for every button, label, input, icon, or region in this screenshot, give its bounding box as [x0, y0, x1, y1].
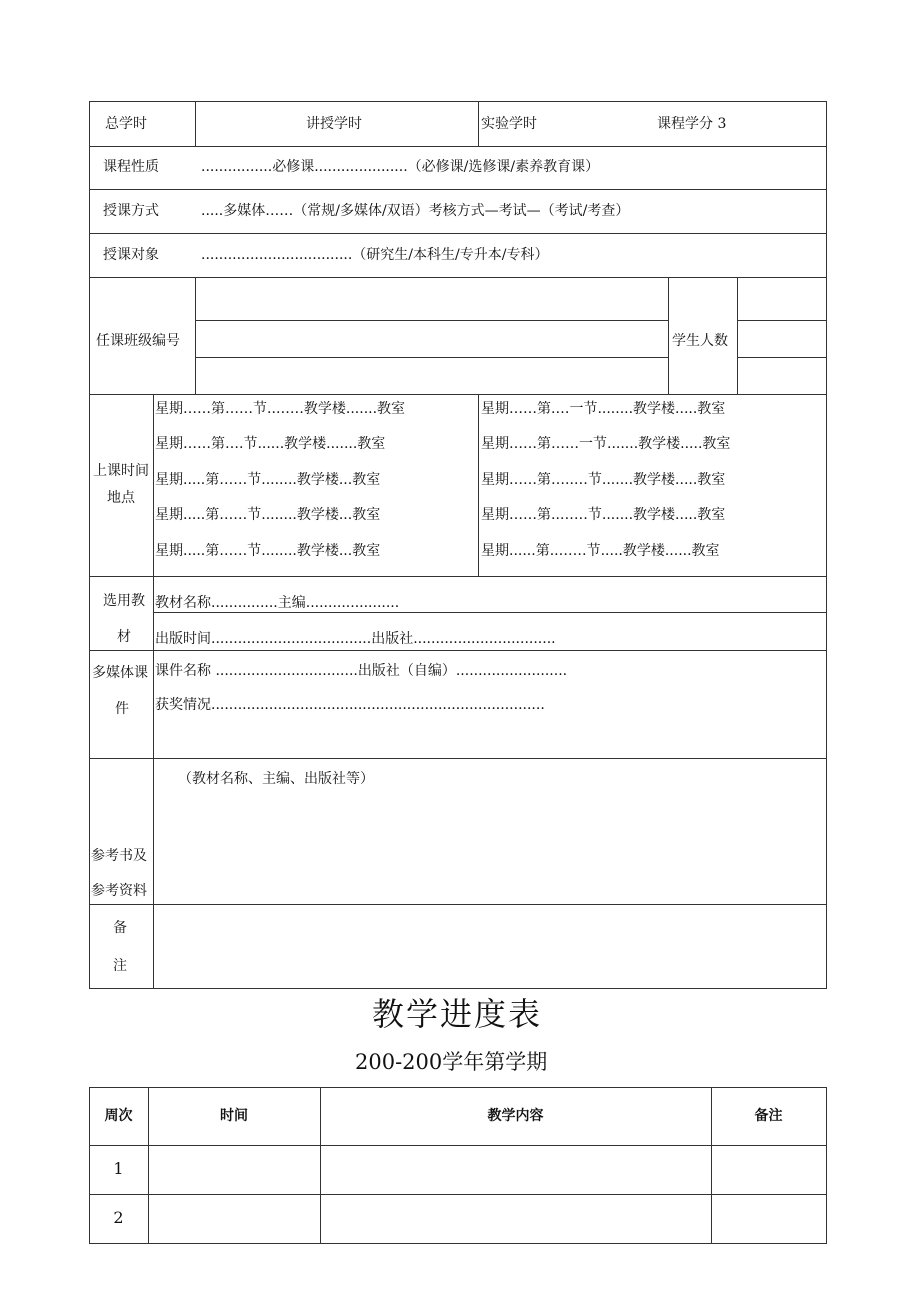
progress-title: 教学进度表 [372, 995, 543, 1033]
schedule-label-line1: 上课时间 [93, 463, 149, 480]
progress-subtitle: 200-200学年第学期 [355, 1050, 548, 1074]
schedule-left-1: 星期……第……节..……教学楼.......教室 [155, 401, 406, 417]
reference-label-line2: 参考资料 [91, 883, 147, 899]
header-remarks: 备注 [754, 1107, 783, 1124]
schedule-left-3: 星期.....第……节........教学楼...教室 [155, 472, 381, 488]
course-nature-label: 课程性质 [103, 159, 159, 175]
class-id-label: 任课班级编号 [96, 333, 180, 349]
schedule-label [89, 394, 153, 576]
table-row-week: 1 [113, 1159, 124, 1179]
schedule-right-1: 星期……第.…一节........教学楼.....教室 [481, 401, 726, 417]
remarks-label-line1: 备 [113, 920, 127, 936]
schedule-right-3: 星期……第…..…节.......教学楼.....教室 [481, 472, 726, 488]
textbook-label-line1: 选用教 [103, 593, 145, 609]
header-week: 周次 [104, 1107, 133, 1124]
schedule-left-2: 星期……第….节......教学楼.......教室 [155, 436, 386, 452]
schedule-label-line2: 地点 [107, 490, 135, 506]
table-row-week: 2 [113, 1208, 124, 1228]
courseware-line: 课件名称 ................................出版社（自编）......................... [155, 663, 568, 679]
textbook-label-line2: 材 [117, 629, 131, 645]
credits-label: 课程学分 3 [657, 116, 727, 132]
course-nature-value: ................必修课.....................（必修课/选修课/素养教育课） [201, 159, 600, 175]
awards-line: 获奖情况........................................................................... [155, 697, 545, 713]
textbook-publisher-line: 出版时间....................................出版社................................ [155, 631, 556, 647]
teaching-mode-label: 授课方式 [103, 203, 159, 219]
header-time: 时间 [220, 1107, 248, 1124]
reference-label-line1: 参考书及 [91, 848, 147, 864]
audience-value: ..................................（研究生/本科生/专升本/专科） [201, 247, 549, 263]
audience-label: 授课对象 [103, 247, 159, 263]
schedule-left-4: 星期.....第……节........教学楼...教室 [155, 507, 381, 523]
schedule-left-5: 星期.....第……节........教学楼...教室 [155, 543, 381, 559]
remarks-label-line2: 注 [113, 958, 127, 974]
schedule-right-2: 星期……第……一节.......教学楼.....教室 [481, 436, 731, 452]
schedule-right-4: 星期……第..……节.......教学楼.....教室 [481, 507, 726, 523]
reference-hint: （教材名称、主编、出版社等） [178, 771, 374, 787]
lecture-hours-label: 讲授学时 [306, 116, 362, 132]
multimedia-label-line1: 多媒体课 [92, 665, 148, 681]
textbook-name-line: 教材名称...............主编..................... [155, 595, 400, 611]
schedule-right-5: 星期......第..……节.....教学楼......教室 [481, 543, 720, 559]
multimedia-label-line2: 件 [115, 701, 129, 717]
lab-hours-label: 实验学时 [481, 116, 537, 132]
teaching-mode-value: .....多媒体……（常规/多媒体/双语）考核方式—考试—（考试/考查） [201, 203, 630, 219]
total-hours-label: 总学时 [105, 116, 147, 132]
header-content: 教学内容 [487, 1107, 544, 1124]
student-count-label: 学生人数 [672, 333, 728, 349]
